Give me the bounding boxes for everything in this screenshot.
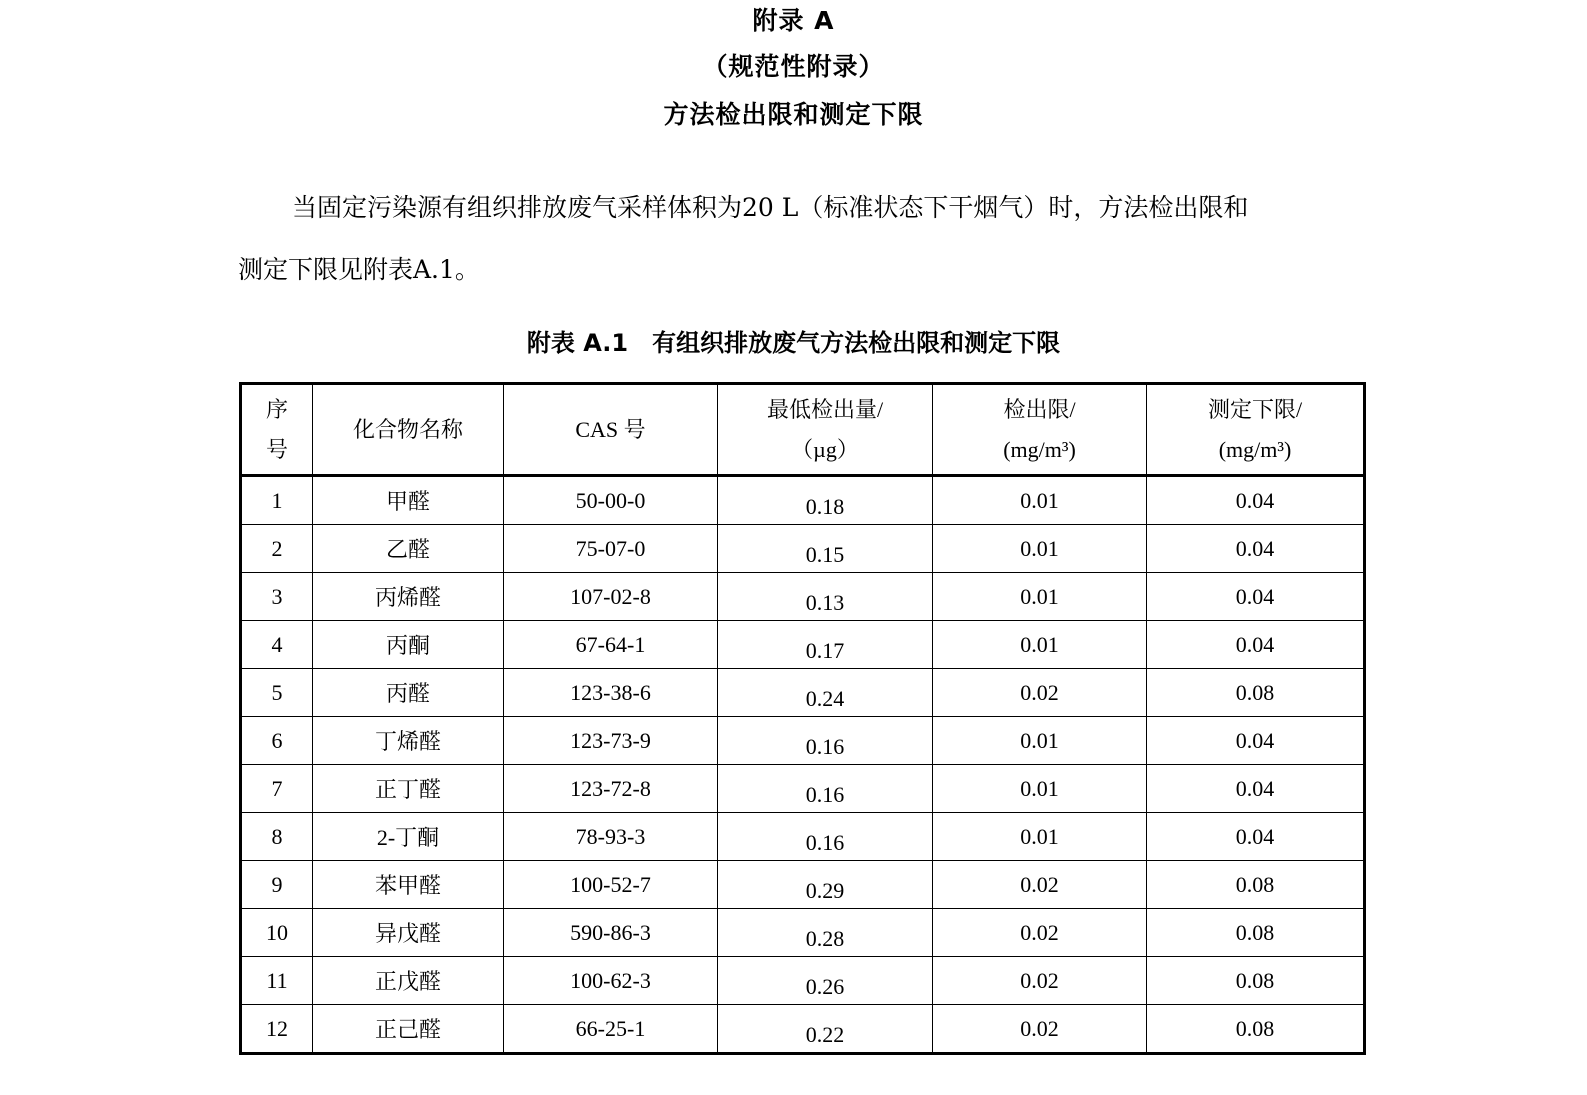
cell-detection-limit-text: 0.02 — [1020, 1015, 1059, 1041]
cell-min-amount — [718, 813, 933, 861]
cell-min-amount-text: 0.17 — [805, 637, 845, 663]
cell-seq — [241, 621, 313, 669]
cell-detection-limit-text: 0.01 — [1020, 727, 1059, 753]
cell-min-amount — [718, 861, 933, 909]
cell-min-amount-text: 0.22 — [805, 1021, 845, 1047]
table-row — [241, 476, 1365, 525]
cell-compound-name — [313, 573, 504, 621]
table-row — [241, 669, 1365, 717]
cell-min-amount — [718, 909, 933, 957]
header-detection-limit — [933, 384, 1147, 476]
cell-cas-text: 107-02-8 — [570, 583, 651, 609]
cell-detection-limit — [933, 525, 1147, 573]
header-cas: CAS 号 — [504, 384, 718, 476]
cell-cas — [504, 476, 718, 525]
table-caption: 附表 A.1 有组织排放废气方法检出限和测定下限 — [526, 329, 1061, 357]
cell-detection-limit — [933, 909, 1147, 957]
cell-min-amount-text: 0.13 — [805, 589, 845, 615]
cell-compound-name — [313, 861, 504, 909]
table-row — [241, 909, 1365, 957]
cell-quantitation-limit — [1147, 765, 1365, 813]
cell-quantitation-limit — [1147, 621, 1365, 669]
header-seq — [241, 384, 313, 476]
cell-compound-name — [313, 621, 504, 669]
cell-quantitation-limit-text: 0.04 — [1235, 487, 1275, 513]
cell-cas — [504, 861, 718, 909]
table-row — [241, 765, 1365, 813]
cell-detection-limit — [933, 476, 1147, 525]
cell-min-amount-text: 0.16 — [805, 829, 845, 855]
cell-compound-name — [313, 909, 504, 957]
cell-quantitation-limit — [1147, 861, 1365, 909]
cell-min-amount — [718, 621, 933, 669]
table-row — [241, 573, 1365, 621]
table-row — [241, 957, 1365, 1005]
cell-seq — [241, 717, 313, 765]
cell-min-amount — [718, 573, 933, 621]
cell-compound-name-text: 正戊醛 — [374, 969, 441, 994]
header-loq-line-1: 测定下限/ — [1207, 396, 1303, 422]
table-header-row — [241, 384, 1365, 476]
cell-compound-name — [313, 476, 504, 525]
header-lod-line-2: (mg/m³) — [1003, 436, 1076, 462]
header-seq-line-2: 号 — [265, 436, 288, 462]
cell-cas — [504, 909, 718, 957]
cell-detection-limit-text: 0.01 — [1020, 631, 1059, 657]
cell-cas-text: 50-00-0 — [575, 487, 646, 513]
table-row — [241, 525, 1365, 573]
cell-compound-name — [313, 1005, 504, 1054]
cell-min-amount-text: 0.16 — [805, 781, 845, 807]
cell-cas-text: 75-07-0 — [575, 535, 646, 561]
cell-seq — [241, 669, 313, 717]
table-row — [241, 1005, 1365, 1054]
cell-quantitation-limit-text: 0.04 — [1235, 775, 1275, 801]
cell-cas-text: 66-25-1 — [575, 1015, 646, 1041]
cell-cas — [504, 573, 718, 621]
header-lod-line-1: 检出限/ — [1003, 396, 1076, 422]
header-min-amount — [718, 384, 933, 476]
cell-detection-limit — [933, 669, 1147, 717]
cell-detection-limit — [933, 573, 1147, 621]
cell-quantitation-limit-text: 0.04 — [1235, 535, 1275, 561]
cell-min-amount-text: 0.16 — [805, 733, 845, 759]
cell-min-amount — [718, 669, 933, 717]
cell-quantitation-limit-text: 0.04 — [1235, 727, 1275, 753]
cell-seq — [241, 861, 313, 909]
cell-detection-limit — [933, 1005, 1147, 1054]
cell-detection-limit — [933, 717, 1147, 765]
cell-quantitation-limit — [1147, 525, 1365, 573]
cell-cas-text: 123-72-8 — [570, 775, 651, 801]
cell-detection-limit-text: 0.02 — [1020, 967, 1059, 993]
cell-seq — [241, 573, 313, 621]
cell-compound-name — [313, 765, 504, 813]
cell-compound-name-text: 丙醛 — [385, 681, 430, 706]
cell-quantitation-limit-text: 0.08 — [1235, 1015, 1275, 1041]
cell-seq-text: 8 — [271, 823, 283, 849]
cell-cas-text: 100-52-7 — [570, 871, 651, 897]
cell-compound-name-text: 丙烯醛 — [374, 585, 441, 610]
cell-cas — [504, 813, 718, 861]
cell-cas-text: 123-73-9 — [570, 727, 651, 753]
cell-min-amount — [718, 717, 933, 765]
header-compound-name: 化合物名称 — [313, 384, 504, 476]
cell-seq-text: 3 — [271, 583, 283, 609]
cell-quantitation-limit — [1147, 669, 1365, 717]
cell-seq — [241, 1005, 313, 1054]
cell-cas — [504, 669, 718, 717]
cell-seq-text: 2 — [271, 535, 283, 561]
paragraph-line-2: 测定下限见附表A.1。 — [238, 255, 480, 284]
cell-compound-name-text: 异戊醛 — [374, 921, 441, 946]
table-row — [241, 813, 1365, 861]
cell-cas-text: 78-93-3 — [575, 823, 646, 849]
cell-quantitation-limit-text: 0.08 — [1235, 919, 1275, 945]
cell-compound-name — [313, 717, 504, 765]
cell-min-amount-text: 0.29 — [805, 877, 845, 903]
cell-compound-name-text: 苯甲醛 — [374, 873, 441, 898]
cell-min-amount — [718, 1005, 933, 1054]
cell-detection-limit-text: 0.02 — [1020, 871, 1059, 897]
cell-seq — [241, 957, 313, 1005]
cell-seq-text: 7 — [271, 775, 283, 801]
appendix-heading: 附录 A — [752, 6, 835, 35]
cell-compound-name — [313, 525, 504, 573]
cell-detection-limit-text: 0.02 — [1020, 679, 1059, 705]
cell-seq — [241, 813, 313, 861]
table-row — [241, 861, 1365, 909]
cell-compound-name — [313, 669, 504, 717]
detection-limit-table — [239, 382, 1366, 1055]
cell-min-amount-text: 0.28 — [805, 925, 845, 951]
cell-min-amount — [718, 476, 933, 525]
table-row — [241, 717, 1365, 765]
cell-detection-limit — [933, 765, 1147, 813]
cell-detection-limit-text: 0.01 — [1020, 823, 1059, 849]
table-body — [241, 476, 1365, 1054]
cell-cas — [504, 1005, 718, 1054]
cell-cas — [504, 525, 718, 573]
cell-min-amount-text: 0.24 — [805, 685, 845, 711]
paragraph-line-1: 当固定污染源有组织排放废气采样体积为20 L（标准状态下干烟气）时，方法检出限和 — [292, 193, 1249, 222]
header-loq-line-2: (mg/m³) — [1218, 436, 1292, 462]
cell-cas-text: 100-62-3 — [570, 967, 651, 993]
cell-detection-limit-text: 0.01 — [1020, 583, 1059, 609]
cell-min-amount-text: 0.15 — [805, 541, 845, 567]
cell-compound-name-text: 甲醛 — [385, 489, 430, 514]
cell-quantitation-limit — [1147, 476, 1365, 525]
cell-quantitation-limit — [1147, 717, 1365, 765]
cell-compound-name-text: 乙醛 — [385, 537, 430, 562]
cell-min-amount — [718, 525, 933, 573]
cell-seq-text: 6 — [271, 727, 283, 753]
cell-cas — [504, 717, 718, 765]
cell-detection-limit — [933, 957, 1147, 1005]
cell-compound-name-text: 正己醛 — [374, 1017, 441, 1042]
cell-seq — [241, 476, 313, 525]
cell-detection-limit — [933, 813, 1147, 861]
cell-cas-text: 590-86-3 — [570, 919, 651, 945]
cell-quantitation-limit — [1147, 573, 1365, 621]
cell-detection-limit-text: 0.02 — [1020, 919, 1059, 945]
cell-seq-text: 9 — [271, 871, 283, 897]
appendix-title-heading: 方法检出限和测定下限 — [663, 100, 924, 129]
cell-detection-limit-text: 0.01 — [1020, 535, 1059, 561]
cell-quantitation-limit-text: 0.08 — [1235, 967, 1275, 993]
cell-quantitation-limit — [1147, 1005, 1365, 1054]
cell-quantitation-limit — [1147, 957, 1365, 1005]
header-min-line-1: 最低检出量/ — [766, 396, 884, 422]
header-seq-line-1: 序 — [265, 396, 288, 422]
cell-quantitation-limit-text: 0.04 — [1235, 823, 1275, 849]
cell-seq — [241, 525, 313, 573]
cell-seq — [241, 909, 313, 957]
cell-quantitation-limit-text: 0.04 — [1235, 631, 1275, 657]
cell-seq-text: 5 — [271, 679, 283, 705]
cell-compound-name-text: 正丁醛 — [374, 777, 441, 802]
cell-seq — [241, 765, 313, 813]
cell-compound-name — [313, 957, 504, 1005]
cell-cas — [504, 957, 718, 1005]
cell-min-amount — [718, 957, 933, 1005]
cell-cas-text: 67-64-1 — [575, 631, 646, 657]
cell-seq-text: 4 — [271, 631, 283, 657]
cell-detection-limit-text: 0.01 — [1020, 487, 1059, 513]
cell-min-amount — [718, 765, 933, 813]
cell-compound-name — [313, 813, 504, 861]
cell-cas-text: 123-38-6 — [570, 679, 651, 705]
cell-quantitation-limit-text: 0.08 — [1235, 871, 1275, 897]
header-min-line-2: （µg） — [791, 436, 859, 462]
cell-seq-text: 1 — [271, 487, 283, 513]
cell-quantitation-limit-text: 0.04 — [1235, 583, 1275, 609]
cell-seq-text: 10 — [266, 919, 288, 945]
cell-detection-limit-text: 0.01 — [1020, 775, 1059, 801]
cell-min-amount-text: 0.18 — [805, 493, 845, 519]
cell-quantitation-limit — [1147, 813, 1365, 861]
header-quantitation-limit — [1147, 384, 1365, 476]
cell-compound-name-text: 丁烯醛 — [374, 729, 441, 754]
cell-quantitation-limit — [1147, 909, 1365, 957]
cell-quantitation-limit-text: 0.08 — [1235, 679, 1275, 705]
cell-compound-name-text: 丙酮 — [385, 633, 430, 658]
table-row — [241, 621, 1365, 669]
cell-compound-name-text: 2-丁酮 — [376, 825, 440, 850]
cell-seq-text: 11 — [266, 967, 288, 993]
cell-detection-limit — [933, 621, 1147, 669]
cell-cas — [504, 621, 718, 669]
cell-seq-text: 12 — [266, 1015, 288, 1041]
cell-cas — [504, 765, 718, 813]
cell-detection-limit — [933, 861, 1147, 909]
appendix-type-heading: （规范性附录） — [702, 52, 885, 81]
cell-min-amount-text: 0.26 — [805, 973, 845, 999]
